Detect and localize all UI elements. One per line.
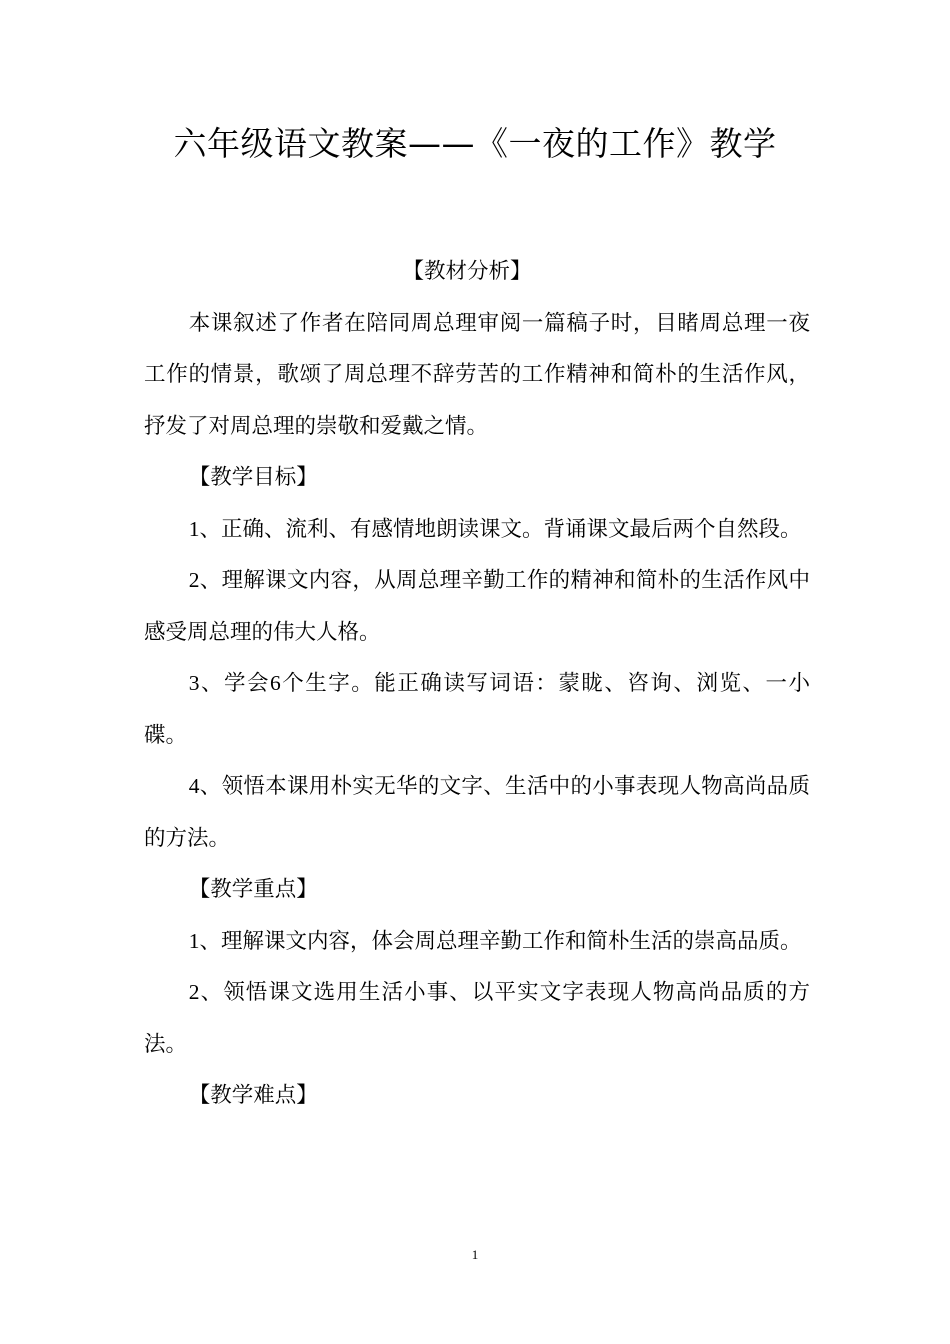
goal-item-3-number: 3 bbox=[188, 671, 200, 695]
goal-item-3-text-a: 、学会 bbox=[199, 671, 271, 696]
goal-item-3 bbox=[144, 658, 810, 761]
focus-item-1 bbox=[144, 916, 810, 968]
goal-item-3-count: 6 bbox=[270, 671, 281, 695]
document-title: 六年级语文教案——《一夜的工作》教学 bbox=[173, 124, 777, 163]
section-heading-teaching-focus: 【教学重点】 bbox=[188, 877, 318, 902]
goal-item-1-text: 、正确、流利、有感情地朗读课文。背诵课文最后两个自然段。 bbox=[199, 516, 802, 542]
focus-item-1-text: 、理解课文内容，体会周总理辛勤工作和简朴生活的崇高品质。 bbox=[199, 928, 802, 954]
goal-item-1-number: 1 bbox=[188, 516, 200, 541]
goal-item-3-text-b: 个生字。能正确读写词语：蒙眬、咨询、浏览、一小碟。 bbox=[144, 671, 810, 748]
goal-item-2-text: 、理解课文内容，从周总理辛勤工作的精神和简朴的生活作风中感受周总理的伟大人格。 bbox=[144, 568, 810, 645]
focus-item-2-text: 、领悟课文选用生活小事、以平实文字表现人物高尚品质的方法。 bbox=[144, 980, 810, 1057]
goal-item-4-number: 4 bbox=[188, 774, 200, 798]
goal-item-1 bbox=[144, 504, 810, 556]
paragraph-textbook-analysis: 本课叙述了作者在陪同周总理审阅一篇稿子时，目睹周总理一夜工作的情景，歌颂了周总理不辞劳苦的工作精神和简朴的生活作风，抒发了对周总理的崇敬和爱戴之情。 bbox=[144, 310, 810, 439]
section-heading-teaching-goals: 【教学目标】 bbox=[188, 465, 318, 490]
section-heading-textbook-analysis: 【教材分析】 bbox=[402, 259, 532, 284]
goal-item-2-number: 2 bbox=[188, 568, 200, 592]
page-number: 1 bbox=[471, 1247, 479, 1262]
focus-item-2 bbox=[144, 967, 810, 1070]
section-heading-teaching-difficulty: 【教学难点】 bbox=[188, 1083, 318, 1108]
focus-item-2-number: 2 bbox=[188, 980, 200, 1004]
focus-item-1-number: 1 bbox=[188, 928, 200, 953]
goal-item-2 bbox=[144, 555, 810, 658]
goal-item-4 bbox=[144, 761, 810, 864]
goal-item-4-text: 、领悟本课用朴实无华的文字、生活中的小事表现人物高尚品质的方法。 bbox=[144, 774, 810, 851]
document-body bbox=[144, 246, 810, 1122]
